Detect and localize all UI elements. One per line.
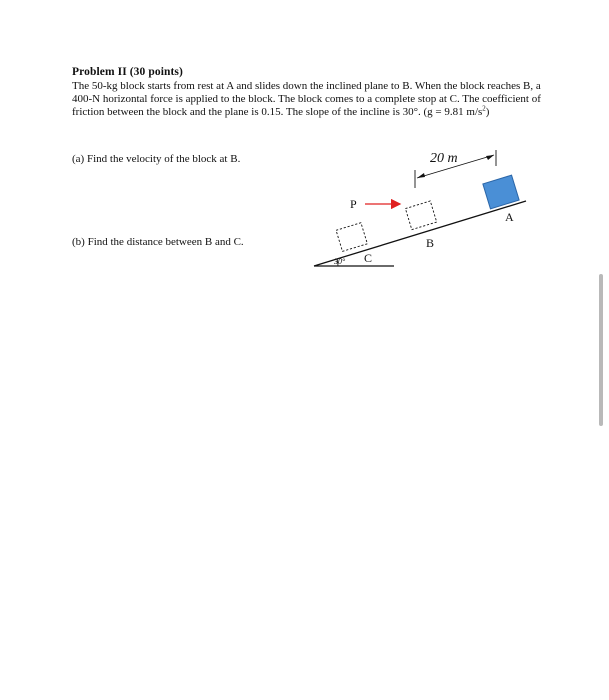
- block-at-a: [483, 175, 519, 209]
- dimension-arrowhead-right: [486, 155, 494, 160]
- incline-plane: [314, 201, 526, 266]
- incline-diagram: [308, 140, 528, 270]
- question-part-a: (a) Find the velocity of the block at B.: [72, 153, 241, 165]
- statement-superscript: 2: [482, 104, 486, 113]
- distance-label: 20 m: [430, 151, 458, 166]
- angle-label: 30°: [334, 257, 346, 266]
- block-at-b-dashed: [405, 201, 436, 230]
- dimension-arrowhead-left: [417, 173, 425, 178]
- vertical-scrollbar[interactable]: [599, 274, 603, 426]
- block-at-c-dashed: [336, 223, 367, 252]
- point-b-label: B: [426, 236, 435, 250]
- force-p-label: P: [350, 197, 357, 211]
- point-a-label: A: [505, 210, 514, 224]
- problem-statement: [72, 80, 542, 120]
- incline-diagram-svg: [308, 140, 528, 270]
- question-part-b: (b) Find the distance between B and C.: [72, 236, 244, 248]
- point-c-label: C: [364, 251, 373, 265]
- statement-end: ): [485, 106, 490, 119]
- problem-title: Problem II (30 points): [72, 66, 183, 78]
- statement-text: The 50-kg block starts from rest at A and slides down the inclined plane to B. When the block reaches B, a 400-N horizontal force is applied to the block. The block comes to a complete stop at C. The coefficient of friction between the block and the plane is 0.15. The slope of the incline is 30°. (g = 9.81 m/s: [72, 80, 541, 119]
